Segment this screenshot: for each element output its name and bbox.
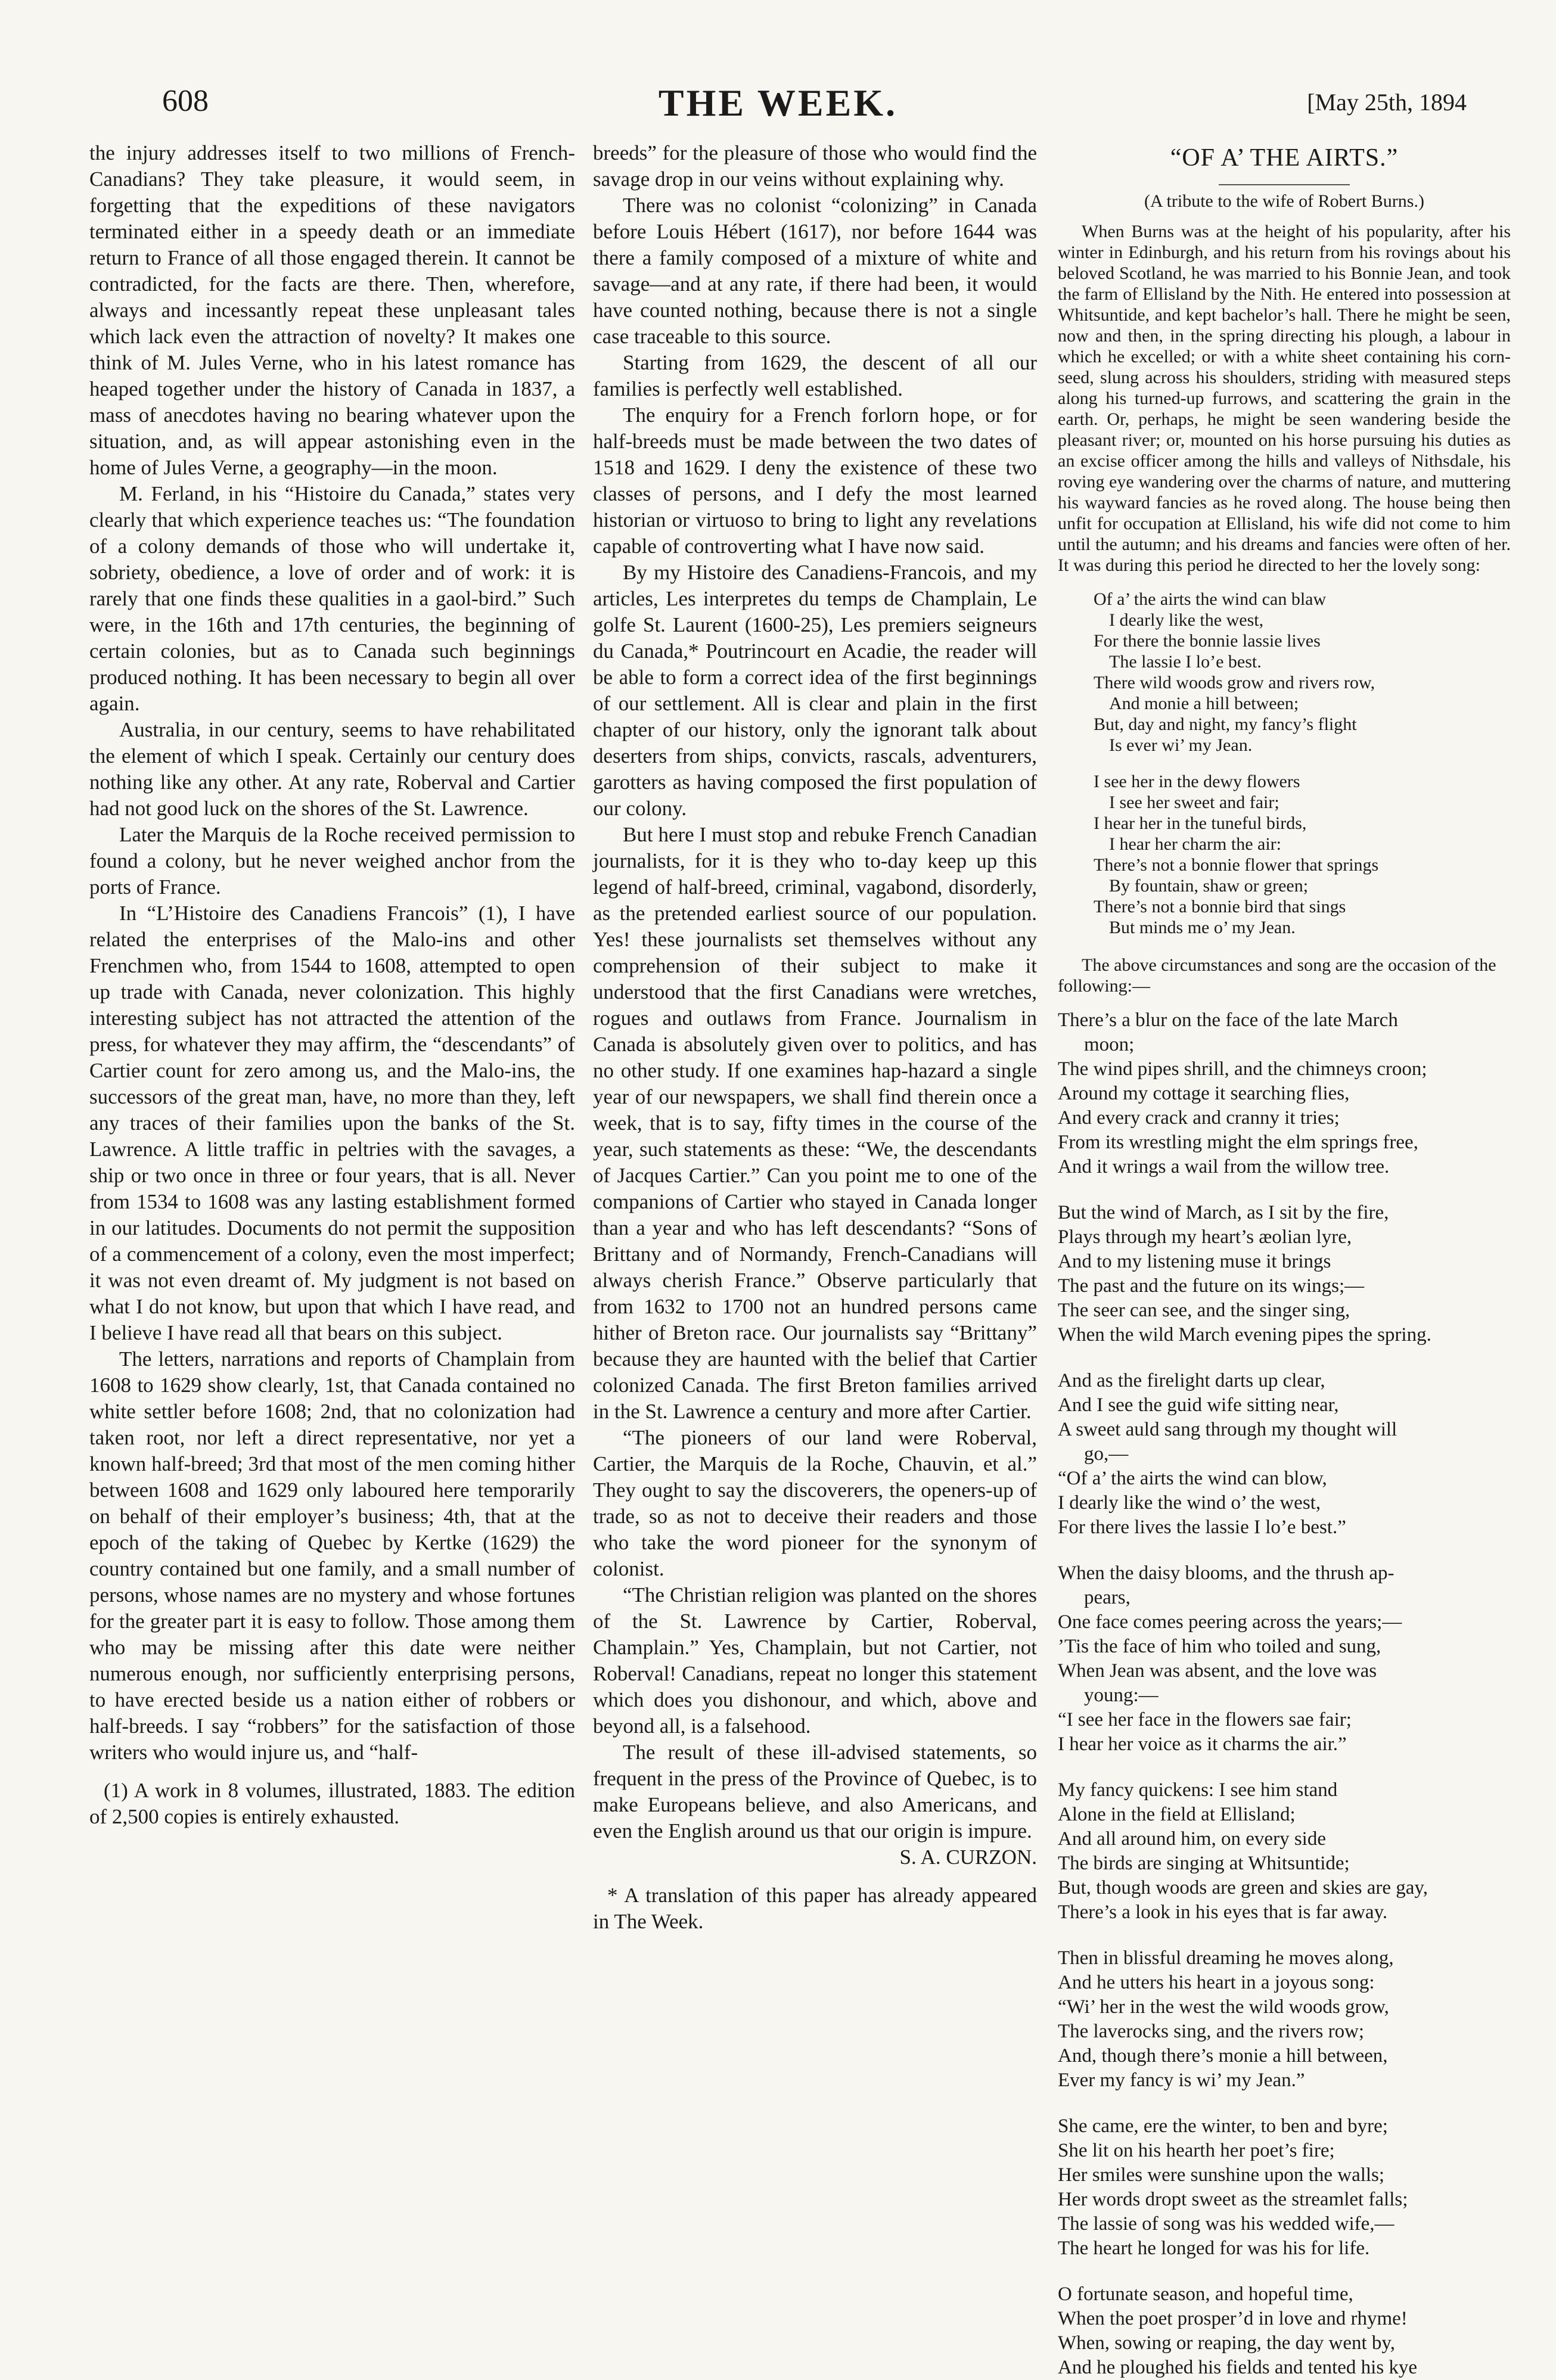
poem-line: But, though woods are green and skies are gay, — [1058, 1877, 1428, 1899]
poem-line: Her words dropt sweet as the streamlet falls; — [1058, 2189, 1408, 2210]
poem-line: The laverocks sing, and the rivers row; — [1058, 2021, 1365, 2042]
paragraph: breeds” for the pleasure of those who would find the savage drop in our veins without explaining why. — [593, 141, 1037, 191]
song-line: I hear her charm the air: — [1109, 834, 1281, 854]
poem-line: One face comes peering across the years;— — [1058, 1611, 1402, 1633]
poem-stanza — [1058, 1008, 1511, 1179]
paragraph: “The pioneers of our land were Roberval, Cartier, the Marquis de la Roche, Chauvin, et al.” They ought to say the discoverers, the openers-up of trade, so as not to deceive their readers and those who take the word pioneer for the synonym of colonist. — [593, 1426, 1037, 1580]
poem-line: And he utters his heart in a joyous song: — [1058, 1972, 1375, 1993]
poem-line: Ever my fancy is wi’ my Jean.” — [1058, 2070, 1305, 2091]
song-line: By fountain, shaw or green; — [1109, 876, 1309, 896]
paragraph: “The Christian religion was planted on the shores of the St. Lawrence by Cartier, Roberval, Champlain.” Yes, Champlain, but not Cartier, not Roberval! Canadians, repeat no longer this statement which does you dishonour, and which, above and beyond all, is a falsehood. — [593, 1583, 1037, 1738]
song-line: I see her sweet and fair; — [1109, 793, 1279, 812]
paragraph: By my Histoire des Canadiens-Francois, and my articles, Les interpretes du temps de Champlain, Le golfe St. Laurent (1600-25), Les premiers seigneurs du Canada,* Poutrincourt en Acadie, the reader will be able to form a correct idea of the first beginnings of our settlement. All is clear and plain in the first chapter of our history, only the ignorant talk about deserters from ships, convicts, rascals, adventurers, garotters as having composed the first population of our colony. — [593, 561, 1037, 820]
poem-line: A sweet auld sang through my thought will — [1058, 1419, 1397, 1440]
paragraph: Later the Marquis de la Roche received permission to found a colony, but he never weighed anchor from the ports of France. — [89, 823, 575, 899]
song-line: There’s not a bonnie flower that springs — [1094, 855, 1379, 875]
song-line: Is ever wi’ my Jean. — [1109, 735, 1253, 755]
song-line: But minds me o’ my Jean. — [1109, 918, 1296, 937]
poem-line: “I see her face in the flowers sae fair; — [1058, 1709, 1352, 1730]
poem-stanza — [1058, 1201, 1511, 1347]
song-line: But, day and night, my fancy’s flight — [1094, 714, 1357, 734]
poem-line: When, sowing or reaping, the day went by, — [1058, 2332, 1396, 2354]
poem-line: And as the firelight darts up clear, — [1058, 1370, 1325, 1391]
poem-line: When the poet prosper’d in love and rhyme! — [1058, 2308, 1408, 2329]
paragraph: Starting from 1629, the descent of all our families is perfectly well established. — [593, 351, 1037, 400]
paragraph: Australia, in our century, seems to have rehabilitated the element of which I speak. Certainly our century does nothing like any other. At any rate, Roberval and Cartier had not good luck on the shores of the St. Lawrence. — [89, 718, 575, 820]
poem-line: And he ploughed his fields and tented his kye — [1058, 2357, 1418, 2378]
poem-line: young:— — [1084, 1685, 1159, 1706]
song-line: I dearly like the west, — [1109, 610, 1264, 630]
occasion-note: The above circumstances and song are the occasion of the following:— — [1058, 955, 1496, 996]
poem-body — [1058, 1008, 1511, 2380]
issue-date: [May 25th, 1894 — [1307, 89, 1467, 116]
poem-line: Then in blissful dreaming he moves along, — [1058, 1947, 1394, 1969]
poem-line: My fancy quickens: I see him stand — [1058, 1779, 1338, 1801]
poem-line: “Of a’ the airts the wind can blow, — [1058, 1468, 1327, 1489]
paragraph: But here I must stop and rebuke French Canadian journalists, for it is they who to-day keep up this legend of half-breed, criminal, vagabond, disorderly, as the pretended earliest source of our population. Yes! these journalists set themselves without any comprehension of their subject to make it understood that the first Canadians were wretches, rogues and outlaws from France. Journalism in Canada is absolutely given over to politics, and has no other study. If one examines hap-hazard a single year of our newspapers, we shall find therein once a week, that is to say, fifty times in the course of the year, such statements as these: “We, the descendants of Jacques Cartier.” Can you point me to one of the companions of Cartier who stayed in Canada longer than a year and who has left descendants? “Sons of Brittany and of Normandy, French-Canadians will always cherish France.” Observe particularly that from 1632 to 1700 not an hundred persons came hither of Breton race. Our journalists say “Brittany” because they are haunted with the belief that Cartier colonized Canada. The first Breton families arrived in the St. Lawrence a century and more after Cartier. — [593, 823, 1037, 1423]
song-line: Of a’ the airts the wind can blaw — [1094, 589, 1327, 609]
song-line: The lassie I lo’e best. — [1109, 652, 1262, 672]
poem-line: “Wi’ her in the west the wild woods grow, — [1058, 1996, 1389, 2018]
title-rule — [1219, 184, 1350, 185]
poem-line: I hear her voice as it charms the air.” — [1058, 1733, 1347, 1755]
poem-line: pears, — [1084, 1587, 1130, 1608]
poem-introduction — [1058, 221, 1511, 576]
paragraph: The letters, narrations and reports of Champlain from 1608 to 1629 show clearly, 1st, that Canada contained no white settler before 1608; 2nd, that no colonization had taken root, nor left a direct representative, nor yet a known half-breed; 3rd that most of the men coming hither between 1608 and 1629 only laboured here temporarily on behalf of their employer’s business; 4th, that at the epoch of the taking of Quebec by Kertke (1629) the country contained but one family, and a small number of persons, whose names are no mystery and whose fortunes for the greater part it is easy to follow. Those among them who may be missing after this date were neither numerous enough, nor sufficiently enterprising persons, to have erected beside us a nation either of robbers or half-breeds. I say “robbers” for the satisfaction of those writers who would injure us, and “half- — [89, 1347, 575, 1764]
author-signature: S. A. CURZON. — [899, 1845, 1037, 1869]
poem-line: The wind pipes shrill, and the chimneys croon; — [1058, 1058, 1427, 1080]
poem-stanza — [1058, 1369, 1511, 1540]
poem-line: There’s a blur on the face of the late March — [1058, 1009, 1398, 1031]
poem-subtitle: (A tribute to the wife of Robert Burns.) — [1144, 191, 1424, 211]
poem-line: Her smiles were sunshine upon the walls; — [1058, 2164, 1385, 2186]
poem-line: When Jean was absent, and the love was — [1058, 1660, 1377, 1682]
paragraph: M. Ferland, in his “Histoire du Canada,” states very clearly that which experience teaches us: “The foundation of a colony demands of those who will undertake it, sobriety, obedience, a love of order and of work: it is rarely that one finds these qualities in a gaol-bird.” Such were, in the 16th and 17th centuries, the beginning of certain colonies, but as to Canada such beginnings produced nothing. It has been necessary to begin all over again. — [89, 482, 575, 715]
poem-line: ’Tis the face of him who toiled and sung, — [1058, 1636, 1381, 1657]
footnote-text: * A translation of this paper has already appeared in The Week. — [593, 1884, 1037, 1933]
poem-stanza — [1058, 2282, 1511, 2380]
poem-line: The seer can see, and the singer sing, — [1058, 1300, 1350, 1321]
poem-line: The past and the future on its wings;— — [1058, 1275, 1365, 1297]
poem-line: The heart he longed for was his for life. — [1058, 2238, 1370, 2259]
poem-line: O fortunate season, and hopeful time, — [1058, 2283, 1353, 2305]
poem-line: But the wind of March, as I sit by the fire, — [1058, 1202, 1389, 1223]
stanza-gap — [1094, 756, 1511, 771]
poem-stanza — [1058, 2114, 1511, 2261]
poem-stanza — [1058, 1946, 1511, 2093]
poem-line: And, though there’s monie a hill between, — [1058, 2045, 1388, 2067]
poem-line: And every crack and cranny it tries; — [1058, 1107, 1340, 1129]
page-number: 608 — [162, 84, 209, 118]
song-line: And monie a hill between; — [1109, 694, 1299, 713]
column-3 — [1058, 140, 1511, 2378]
poem-line: She came, ere the winter, to ben and byre; — [1058, 2115, 1388, 2137]
column-2 — [593, 140, 1037, 2214]
poem-line: Plays through my heart’s æolian lyre, — [1058, 1226, 1352, 1248]
footnote — [89, 1778, 575, 1830]
poem-line: moon; — [1084, 1034, 1135, 1055]
poem-line: When the daisy blooms, and the thrush ap- — [1058, 1562, 1395, 1584]
masthead: THE WEEK. — [658, 82, 898, 124]
paragraph: In “L’Histoire des Canadiens Francois” (1), I have related the enterprises of the Malo-ins and other Frenchmen who, from 1544 to 1608, attempted to open up trade with Canada, never colonization. This highly interesting subject has not attracted the attention of the press, for whatever they may affirm, the “descendants” of Cartier count for zero among us, and the Malo-ins, the successors of the great man, have, no more than they, left any traces of their families upon the banks of the St. Lawrence. A little traffic in peltries with the savages, a ship or two once in three or four years, that is all. Never from 1534 to 1608 was any lasting establishment formed in our latitudes. Documents do not permit the supposition of a commencement of a colony, even the most imperfect; it was not even dreamt of. My judgment is not based on what I do not know, but upon that which I have read, and I believe I have read all that bears on this subject. — [89, 902, 575, 1344]
paragraph: There was no colonist “colonizing” in Canada before Louis Hébert (1617), nor before 1644 was there a family composed of a mixture of white and savage—and at any rate, if there had been, it would have counted nothing, because there is not a single case traceable to this source. — [593, 194, 1037, 348]
song-line: I see her in the dewy flowers — [1094, 772, 1300, 791]
poem-line: I dearly like the wind o’ the west, — [1058, 1492, 1321, 1514]
poem-line: Around my cottage it searching flies, — [1058, 1083, 1350, 1104]
song-line: There wild woods grow and rivers row, — [1094, 673, 1375, 692]
poem-line: For there lives the lassie I lo’e best.” — [1058, 1517, 1346, 1538]
song-line: For there the bonnie lassie lives — [1094, 631, 1321, 651]
poem-line: From its wrestling might the elm springs free, — [1058, 1132, 1418, 1153]
poem-line: The lassie of song was his wedded wife,— — [1058, 2213, 1395, 2235]
paragraph: The enquiry for a French forlorn hope, or for half-breeds must be made between the two dates of 1518 and 1629. I deny the existence of these two classes of persons, and I defy the most learned historian or virtuoso to bring to light any revelations capable of controverting what I have now said. — [593, 403, 1037, 558]
poem-stanza — [1058, 1778, 1511, 1925]
poem-line: There’s a look in his eyes that is far away. — [1058, 1901, 1388, 1923]
poem-title: “OF A’ THE AIRTS.” — [1170, 144, 1399, 172]
footnote-text: (1) A work in 8 volumes, illustrated, 1883. The edition of 2,500 copies is entirely exhausted. — [89, 1779, 575, 1828]
page-header — [0, 0, 1556, 131]
poem-line: And to my listening muse it brings — [1058, 1251, 1331, 1272]
quoted-song — [1094, 589, 1511, 938]
poem-line: go,— — [1084, 1443, 1129, 1465]
paragraph: The result of these ill-advised statements, so frequent in the press of the Province of Quebec, is to make Europeans believe, and also Americans, and even the English around us that our origin is impure. — [593, 1741, 1037, 1843]
column-1 — [89, 140, 575, 2214]
poem-line: And all around him, on every side — [1058, 1828, 1326, 1850]
poem-line: She lit on his hearth her poet’s fire; — [1058, 2140, 1335, 2161]
song-line: There’s not a bonnie bird that sings — [1094, 897, 1346, 916]
footnote — [593, 1882, 1037, 1935]
poem-line: And I see the guid wife sitting near, — [1058, 1394, 1339, 1416]
paragraph: the injury addresses itself to two millions of French-Canadians? They take pleasure, it would seem, in forgetting that the expeditions of these navigators terminated either in a speedy death or an immediate return to France of all those engaged therein. It cannot be contradicted, for the facts are there. Then, wherefore, always and incessantly repeat these unpleasant tales which lack even the attraction of novelty? It makes one think of M. Jules Verne, who in his latest romance has heaped together under the history of Canada in 1837, a mass of anecdotes having no bearing whatever upon the situation, and, as will appear astonishing even in the home of Jules Verne, a geography—in the moon. — [89, 141, 575, 479]
poem-line: The birds are singing at Whitsuntide; — [1058, 1853, 1350, 1874]
poem-line: And it wrings a wail from the willow tree. — [1058, 1156, 1390, 1177]
intro-text: When Burns was at the height of his popularity, after his winter in Edinburgh, and his return from his rovings about his beloved Scotland, he was married to his Bonnie Jean, and took the farm of Ellisland by the Nith. He entered into possession at Whitsuntide, and kept bachelor’s hall. There he might be seen, now and then, in the spring directing his plough, a labour in which he excelled; or with a white sheet containing his corn-seed, slung across his shoulders, striding with measured steps along his turned-up furrows, and scattering the grain in the earth. Or, perhaps, he might be seen wandering beside the pleasant river; or, mounted on his horse pursuing his duties as an excise officer among the hills and valleys of Nithsdale, his roving eye wandering over the charms of nature, and muttering his wayward fancies as he roved along. The house being then unfit for occupation at Ellisland, his wife did not come to him until the autumn; and his dreams and fancies were often of her. It was during this period he directed to her the lovely song: — [1058, 222, 1511, 575]
song-line: I hear her in the tuneful birds, — [1094, 813, 1307, 833]
poem-line: When the wild March evening pipes the spring. — [1058, 1324, 1431, 1346]
poem-stanza — [1058, 1561, 1511, 1757]
poem-line: Alone in the field at Ellisland; — [1058, 1804, 1296, 1825]
